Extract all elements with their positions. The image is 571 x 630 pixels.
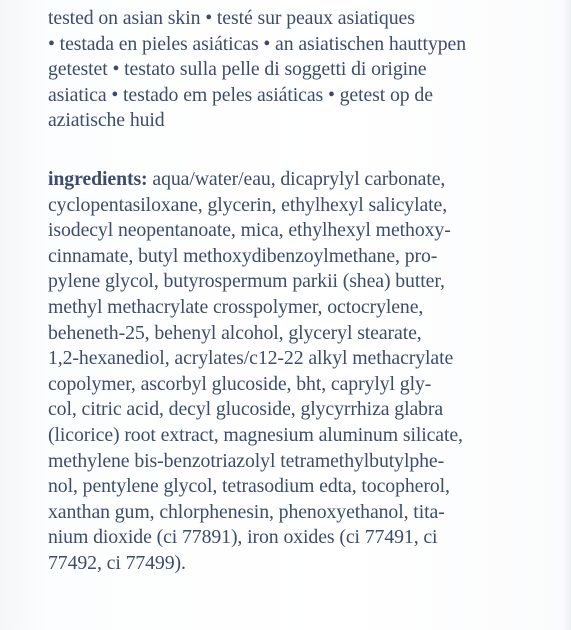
- ingredients-line: methylene bis-benzotriazolyl tetramethylbutylphe-: [48, 449, 445, 472]
- ingredients-line: isodecyl neopentanoate, mica, ethylhexyl methoxy-: [48, 219, 451, 242]
- ingredients-line: beheneth-25, behenyl alcohol, glyceryl stearate,: [48, 321, 422, 344]
- ingredients-line: 1,2-hexanediol, acrylates/c12-22 alkyl methacrylate: [48, 347, 454, 370]
- ingredients-list: [48, 167, 538, 577]
- ingredients-line: (licorice) root extract, magnesium aluminum silicate,: [48, 423, 463, 446]
- ingredients-line: col, citric acid, decyl glucoside, glycyrrhiza glabra: [48, 398, 444, 421]
- ingredients-text: aqua/water/eau, dicaprylyl carbonate,: [147, 168, 446, 190]
- tested-line: getestet • testato sulla pelle di soggetti di origine: [48, 58, 427, 81]
- ingredients-line: nol, pentylene glycol, tetrasodium edta, tocopherol,: [48, 475, 450, 498]
- tested-statement: [48, 6, 538, 134]
- ingredients-label: ingredients:: [48, 168, 148, 190]
- tested-line: aziatische huid: [48, 109, 165, 132]
- ingredients-line: methyl methacrylate crosspolymer, octocrylene,: [48, 295, 424, 318]
- ingredients-line: nium dioxide (ci 77891), iron oxides (ci 77491, ci: [48, 526, 438, 549]
- ingredients-line: 77492, ci 77499).: [48, 551, 186, 574]
- ingredients-line: copolymer, ascorbyl glucoside, bht, caprylyl gly-: [48, 372, 432, 395]
- ingredients-line: cinnamate, butyl methoxydibenzoylmethane, pro-: [48, 244, 438, 267]
- ingredients-line: pylene glycol, butyrospermum parkii (shea) butter,: [48, 270, 445, 293]
- ingredients-line: xanthan gum, chlorphenesin, phenoxyethanol, tita-: [48, 500, 445, 523]
- panel-edge: [561, 0, 571, 630]
- tested-line: asiatica • testado em peles asiáticas • getest op de: [48, 83, 433, 106]
- tested-line: • testada en pieles asiáticas • an asiatischen hauttypen: [48, 32, 467, 55]
- ingredients-line: cyclopentasiloxane, glycerin, ethylhexyl salicylate,: [48, 193, 448, 216]
- tested-line: tested on asian skin • testé sur peaux asiatiques: [48, 7, 415, 29]
- ingredients-first-line: [48, 167, 538, 193]
